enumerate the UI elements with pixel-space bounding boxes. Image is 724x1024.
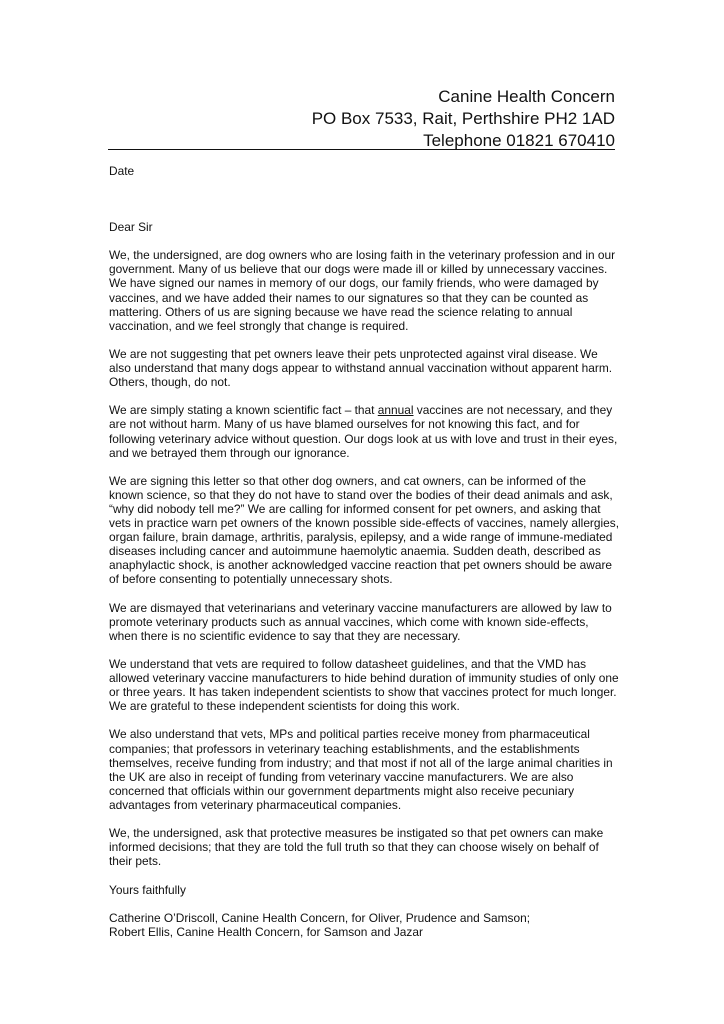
paragraph-8: We, the undersigned, ask that protective measures be instigated so that pet owners can make informed decisions; that they are told the full truth so that they can choose wisely on behalf of their pets. bbox=[109, 826, 604, 869]
letterhead bbox=[108, 86, 615, 152]
signatory-list bbox=[109, 911, 619, 939]
paragraph-1: We, the undersigned, are dog owners who are losing faith in the veterinary profession and in our government. Many of us believe that our dogs were made ill or killed by unnecessary vaccines. We have signed our names in memory of our dogs, our family friends, who were damaged by vaccines, and we have added their names to our signatures so that they can be counted as mattering. Others of us are signing because we have read the science relating to annual vaccination, and we feel strongly that change is required. bbox=[109, 248, 616, 333]
underlined-word-annual: annual bbox=[377, 403, 414, 418]
signatory-line: Robert Ellis, Canine Health Concern, for Samson and Jazar bbox=[109, 924, 423, 939]
letterhead-divider bbox=[108, 149, 615, 150]
organization-name: Canine Health Concern bbox=[438, 87, 615, 106]
paragraph-4: We are signing this letter so that other dog owners, and cat owners, can be informed of the known science, so that they do not have to stand over the bodies of their dead animals and ask, “why did nobody tell me?” We are calling for informed consent for pet owners, and asking that vets in practice warn pet owners of the known possible side-effects of vaccines, namely allergies, organ failure, brain damage, arthritis, paralysis, epilepsy, and a wide range of immune-mediated diseases including cancer and autoimmune haemolytic anaemia. Sudden death, described as anaphylactic shock, is another acknowledged vaccine reaction that pet owners should be aware of before consenting to potentially unnecessary shots. bbox=[109, 473, 620, 587]
date-label: Date bbox=[109, 164, 135, 178]
telephone-number: Telephone 01821 670410 bbox=[423, 131, 615, 150]
paragraph-2: We are not suggesting that pet owners leave their pets unprotected against viral disease. We also understand that many dogs appear to withstand annual vaccination without apparent harm. Others, though, do not. bbox=[109, 346, 613, 390]
paragraph-3-end: vaccines are not necessary, and they are not without harm. Many of us have blamed ourselves for not knowing this fact, and for following veterinary advice without question. Our dogs look at us with love and trust in their eyes, and we betrayed them through our ignorance. bbox=[109, 403, 618, 460]
salutation: Dear Sir bbox=[109, 220, 153, 235]
signatory-line: Catherine O’Driscoll, Canine Health Concern, for Oliver, Prudence and Samson; bbox=[109, 910, 530, 925]
letter-body bbox=[109, 164, 619, 939]
paragraph-5: We are dismayed that veterinarians and veterinary vaccine manufacturers are allowed by law to promote veterinary products such as annual vaccines, which come with known side-effects, when there is no scientific evidence to say that they are necessary. bbox=[109, 600, 612, 643]
paragraph-6: We understand that vets are required to follow datasheet guidelines, and that the VMD has allowed veterinary vaccine manufacturers to hide behind duration of immunity studies of only one or three years. It has taken independent scientists to show that vaccines protect for much longer. We are grateful to these independent scientists for doing this work. bbox=[109, 657, 619, 714]
paragraph-3 bbox=[109, 403, 619, 459]
postal-address: PO Box 7533, Rait, Perthshire PH2 1AD bbox=[311, 109, 615, 128]
closing: Yours faithfully bbox=[109, 882, 186, 897]
paragraph-7: We also understand that vets, MPs and political parties receive money from pharmaceutical companies; that professors in veterinary teaching establishments, and the establishments themselves, receive funding from industry; and that most if not all of the large animal charities in the UK are also in receipt of funding from veterinary vaccine manufacturers. We are also concerned that officials within our government departments might also receive pecuniary advantages from veterinary pharmaceutical companies. bbox=[109, 727, 613, 812]
paragraph-3-start: We are simply stating a known scientific fact – that bbox=[109, 403, 378, 418]
